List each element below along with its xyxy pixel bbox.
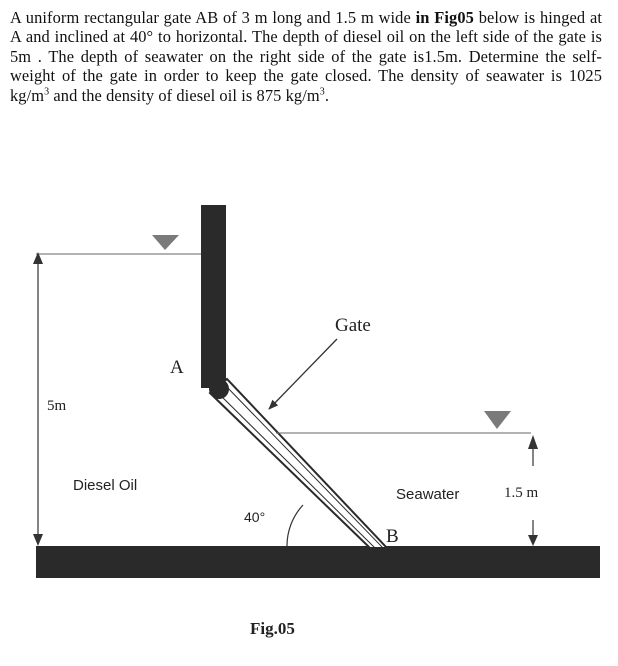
superscript-3: 3 (44, 86, 50, 98)
seawater-label: Seawater (396, 486, 460, 503)
seawater-surface-marker (484, 411, 511, 429)
arrow-down-head (528, 535, 538, 546)
hinge-label: A (170, 357, 184, 378)
depth-1-5m-label: 1.5 m (504, 485, 539, 501)
problem-text-part3: and the density of diesel oil is 875 kg/m (53, 85, 320, 105)
diesel-oil-label: Diesel Oil (73, 477, 138, 494)
problem-text-part1: A uniform rectangular gate AB of 3 m long and 1.5 m wide (10, 8, 411, 27)
angle-label: 40° (244, 509, 266, 525)
figure-reference: in Fig05 (415, 8, 474, 27)
bottom-label: B (386, 526, 399, 547)
problem-text-part2: below is hinged at A and inclined at 40° to horizontal. The depth of diesel oil on the left side of the gate is 5m . The depth of seawater on the right side of the gate is1.5m. Determine the self-weight of the gate in order to keep the gate closed. The density of seawater is 1025 kg/m (10, 8, 602, 105)
gate-pointer-arrow (269, 339, 337, 409)
hinge-a (209, 379, 229, 399)
figure-caption: Fig.05 (250, 619, 295, 638)
depth-5m-label: 5m (47, 398, 67, 414)
vertical-wall (201, 205, 226, 388)
arrow-up-head (528, 435, 538, 449)
problem-text-end: . (324, 85, 330, 105)
arrow-down-head (33, 534, 43, 546)
ground-floor (36, 546, 600, 578)
diesel-surface-marker (152, 235, 179, 250)
superscript-3: 3 (319, 86, 325, 98)
angle-arc (287, 505, 303, 546)
gate-label: Gate (335, 315, 371, 336)
inclined-gate (210, 379, 387, 548)
